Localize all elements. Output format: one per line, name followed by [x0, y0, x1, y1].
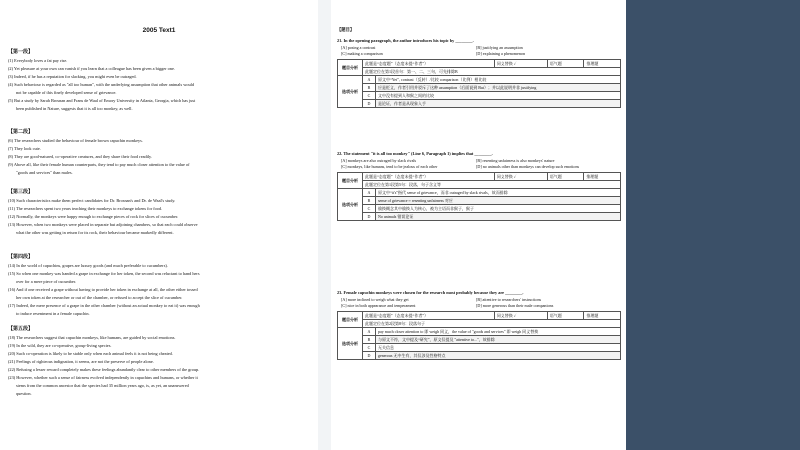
- section-title: 【第四段】: [8, 255, 34, 260]
- passage-sentence: what the other was getting in return for its rock, their behaviour became markedly different.: [16, 230, 174, 235]
- question-stem: 21. In the opening paragraph, the author introduces his topic by ________.: [337, 38, 474, 43]
- choice-letter: D: [363, 213, 376, 221]
- side-panel: [626, 0, 800, 450]
- passage-sentence: to induce resentment in a female capuchin.: [16, 311, 90, 316]
- answer-option[interactable]: [A] posing a contrast: [341, 45, 376, 50]
- passage-sentence: (19) In the wild, they are co-operative, group-living species.: [8, 343, 112, 348]
- passage-sentence: been published in Nature, suggests that it is all too monkey, as well.: [16, 106, 133, 111]
- section-title: 【第二段】: [8, 130, 34, 135]
- answer-option[interactable]: [A] more inclined to weigh what they get: [341, 297, 409, 302]
- choice-analysis: 偷换概念其中偷换人为核心，被为主语而非猴子，猴子: [376, 205, 621, 213]
- passage-sentence: over for a mere piece of cucumber.: [16, 279, 77, 284]
- locate-note: 此题定位在第2段第8句：段落句子: [363, 320, 621, 328]
- passage-sentence: question.: [16, 391, 32, 396]
- answer-option[interactable]: [D] more generous than their male companions: [476, 303, 554, 308]
- section-title: 【第五段】: [8, 327, 34, 332]
- choice-analysis: 文中没有提到人和猴之间的比较: [376, 92, 621, 100]
- choice-letter: A: [363, 76, 376, 84]
- passage-sentence: (18) The researchers suggest that capuchin monkeys, like humans, are guided by social emotions.: [8, 335, 176, 340]
- analysis-table: [337, 59, 621, 108]
- passage-sentence: (22) Refusing a lesser reward completely makes these feelings abundantly clear to other members of the group.: [8, 367, 200, 372]
- question-stem: 22. The statement "it is all too monkey" (Line 6, Paragraph 1) implies that ________.: [337, 151, 493, 156]
- answer-option[interactable]: [C] nice in both appearance and temperament: [341, 303, 416, 308]
- question-type-cell: 同义替换 ✓: [494, 60, 547, 68]
- answer-options: [341, 45, 611, 57]
- answer-option[interactable]: [D] no animals other than monkeys can develop such emotions: [476, 164, 580, 169]
- choice-analysis: No animals 错误论证: [376, 213, 621, 221]
- passage-sentence: (21) Feelings of righteous indignation, it seems, are not the preserve of people alone.: [8, 359, 154, 364]
- passage-sentence: stems from the common ancestor that the species had 35 million years ago, is, as yet, an unanswered: [16, 383, 189, 388]
- question-type-cell: 此题是“态度题”（态度未提“作者”）: [363, 60, 495, 68]
- passage-sentence: (14) In the world of capuchins, grapes are luxury goods (and much preferable to cucumbers).: [8, 263, 168, 268]
- passage-sentence: (20) Such co-operation is likely to be stable only when each animal feels it is not being cheated.: [8, 351, 173, 356]
- choice-letter: B: [363, 197, 376, 205]
- choice-letter: B: [363, 84, 376, 92]
- passage-sentence: (12) Normally, the monkeys were happy enough to exchange pieces of rock for slices of cucumber.: [8, 214, 179, 219]
- choice-analysis: 是论证，作者是从现象入手: [376, 100, 621, 108]
- option-analysis-label: 选项分析: [338, 76, 363, 108]
- passage-sentence: her own token at the researcher or out of the chamber, or refused to accept the slice of cucumber.: [16, 295, 183, 300]
- locate-note: 此题定位在第1段首句：第一、二、三句，可先排除B: [363, 68, 621, 76]
- passage-sentence: (6) The researchers studied the behaviour of female brown capuchin monkeys.: [8, 138, 143, 143]
- question-type-cell: 同义替换 ✓: [494, 312, 547, 320]
- choice-letter: A: [363, 189, 376, 197]
- passage-sentence: (13) However, when two monkeys were placed in separate but adjoining chambers, so that each could observe: [8, 222, 198, 227]
- choice-letter: C: [363, 205, 376, 213]
- passage-page: [0, 0, 318, 450]
- option-analysis-label: 选项分析: [338, 189, 363, 221]
- choice-analysis: sense of grievance ≈ resenting unfairness 对应: [376, 197, 621, 205]
- passage-sentence: (8) They are good-natured, co-operative creatures, and they share their food readily.: [8, 154, 152, 159]
- passage-sentence: (2) Yet pleasure at your own can vanish if you learn that a colleague has been given a bigger one.: [8, 66, 175, 71]
- section-title: 【第一段】: [8, 50, 34, 55]
- passage-sentence: (4) Such behaviour is regarded as "all too human", with the underlying assumption that other animals would: [8, 82, 194, 87]
- answer-option[interactable]: [B] attentive to researchers' instructions: [476, 297, 542, 302]
- passage-sentence: (1) Everybody loves a fat pay rise.: [8, 58, 68, 63]
- choice-analysis: 无关信息: [376, 344, 621, 352]
- page-gutter: [318, 0, 331, 450]
- question-type-cell: 语气题: [547, 60, 584, 68]
- question-type-cell: 语气题: [547, 312, 584, 320]
- section-title: 【第三段】: [8, 190, 34, 195]
- answer-option[interactable]: [B] justifying an assumption: [476, 45, 523, 50]
- passage-sentence: (15) So when one monkey was handed a grape in exchange for her token, the second was reluctant to hand hers: [8, 271, 200, 276]
- choice-letter: C: [363, 344, 376, 352]
- passage-sentence: (17) Indeed, the mere presence of a grape in the other chamber (without an actual monkey to eat it) was enough: [8, 303, 200, 308]
- question-type-cell: 语气题: [547, 173, 584, 181]
- question-type-cell: 此题是“态度题”（态度未提“作者”）: [363, 312, 495, 320]
- choice-letter: D: [363, 352, 376, 360]
- passage-sentence: (11) The researchers spent two years teaching their monkeys to exchange tokens for food.: [8, 206, 163, 211]
- passage-sentence: (7) They look cute.: [8, 146, 41, 151]
- locate-note: 此题定位在第1段第5句：段落，句子含义等: [363, 181, 621, 189]
- question-type-cell: 此题是“态度题”（态度未提“作者”）: [363, 173, 495, 181]
- choice-analysis: pay much closer attention to 即 weigh 同义，the value of "goods and services" 即 weigh 同义替换: [376, 328, 621, 336]
- choice-analysis: 应是贬义，作者引用并驳斥了这种 assumption（后面说到 But）；并以此说明并非 justifying: [376, 84, 621, 92]
- question-analysis-label: 题目分析: [338, 60, 363, 76]
- question-type-cell: 推理题: [584, 312, 621, 320]
- choice-analysis: generous 无中生有，其仅涉及性格特点: [376, 352, 621, 360]
- answer-option[interactable]: [C] monkeys, like humans, tend to be jealous of each other: [341, 164, 438, 169]
- questions-page: [331, 0, 626, 450]
- answer-options: [341, 297, 611, 309]
- answer-options: [341, 158, 611, 170]
- choice-letter: C: [363, 92, 376, 100]
- question-type-cell: 推理题: [584, 60, 621, 68]
- passage-sentence: not be capable of this finely developed sense of grievance.: [16, 90, 117, 95]
- question-stem: 23. Female capuchin monkeys were chosen for the research most probably because they are ________.: [337, 290, 524, 295]
- choice-analysis: 与原文不符，文中提及“研究”，原文仅提及 "attentive to..."，故排除: [376, 336, 621, 344]
- analysis-table: [337, 172, 621, 221]
- passage-sentence: (5) But a study by Sarah Brosnan and Frans de Waal of Emory University in Atlanta, Georgia, which has just: [8, 98, 196, 103]
- choice-analysis: 原文中“Yet”, contrast（反转）/比较 comparison（比例）相比较: [376, 76, 621, 84]
- question-type-cell: 同义替换 ✓: [494, 173, 547, 181]
- passage-sentence: (16) And if one received a grape without having to provide her token in exchange at all, the other either tossed: [8, 287, 198, 292]
- answer-option[interactable]: [D] explaining a phenomenon: [476, 51, 525, 56]
- option-analysis-label: 选项分析: [338, 328, 363, 360]
- passage-sentence: (9) Above all, like their female human counterparts, they tend to pay much closer attention to the value of: [8, 162, 190, 167]
- question-analysis-label: 题目分析: [338, 312, 363, 328]
- answer-option[interactable]: [B] resenting unfairness is also monkeys' nature: [476, 158, 555, 163]
- passage-sentence: (3) Indeed, if he has a reputation for slacking, you might even be outraged.: [8, 74, 137, 79]
- question-analysis-label: 题目分析: [338, 173, 363, 189]
- analysis-table: [337, 311, 621, 360]
- passage-sentence: (10) Such characteristics make them perfect candidates for Dr. Brosnan's and Dr. de Waal's study.: [8, 198, 176, 203]
- choice-analysis: 原文中“it's”指代 sense of grievance，而非 outraged by slack rivals，故而排除: [376, 189, 621, 197]
- questions-header: 【题目】: [337, 27, 355, 32]
- answer-option[interactable]: [C] making a comparison: [341, 51, 383, 56]
- choice-letter: A: [363, 328, 376, 336]
- passage-sentence: (23) However, whether such a sense of fairness evolved independently in capuchins and humans, or whether it: [8, 375, 198, 380]
- choice-letter: B: [363, 336, 376, 344]
- question-type-cell: 推理题: [584, 173, 621, 181]
- passage-title: 2005 Text1: [142, 27, 176, 34]
- passage-sentence: "goods and services" than males.: [16, 170, 73, 175]
- answer-option[interactable]: [A] monkeys are also outraged by slack rivals: [341, 158, 417, 163]
- choice-letter: D: [363, 100, 376, 108]
